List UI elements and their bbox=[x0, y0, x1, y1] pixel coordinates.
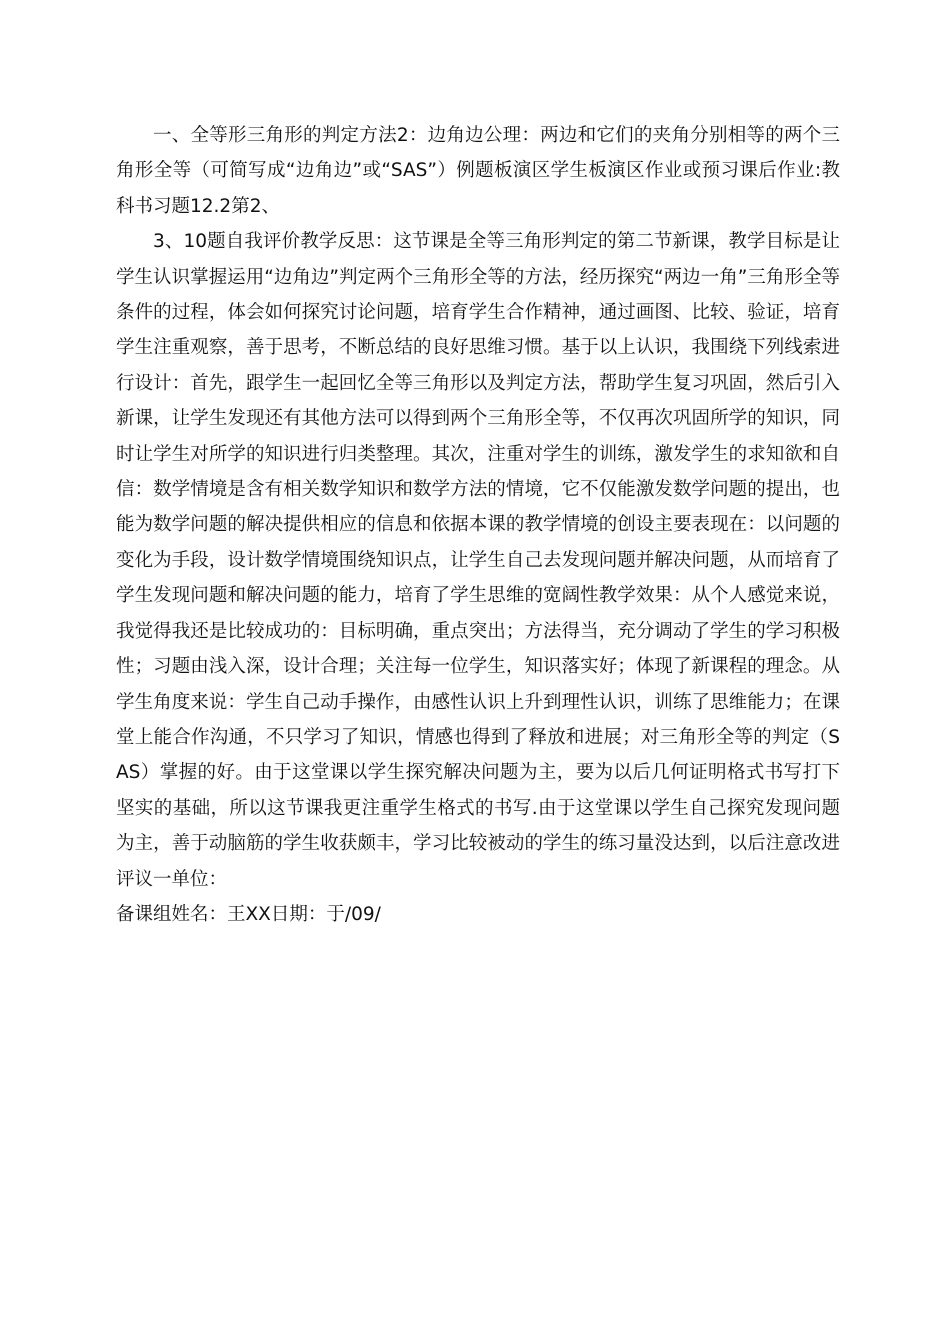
paragraph-judgement-method: 一、全等形三角形的判定方法2：边角边公理：两边和它们的夹角分别相等的两个三角形全等（可简写成“边角边”或“SAS”）例题板演区学生板演区作业或预习课后作业:教科书习题12.2第2、 bbox=[116, 125, 840, 217]
document-body bbox=[116, 118, 840, 932]
paragraph-teaching-reflection: 3、10题自我评价教学反思：这节课是全等三角形判定的第二节新课，教学目标是让学生认识掌握运用“边角边”判定两个三角形全等的方法，经历探究“两边一角”三角形全等条件的过程，体会如何探究讨论问题，培育学生合作精神，通过画图、比较、验证，培育学生注重观察，善于思考，不断总结的良好思维习惯。基于以上认识，我围绕下列线索进行设计：首先，跟学生一起回忆全等三角形以及判定方法，帮助学生复习巩固，然后引入新课，让学生发现还有其他方法可以得到两个三角形全等，不仅再次巩固所学的知识，同时让学生对所学的知识进行归类整理。其次，注重对学生的训练，激发学生的求知欲和自信：数学情境是含有相关数学知识和数学方法的情境，它不仅能激发数学问题的提出，也能为数学问题的解决提供相应的信息和依据本课的教学情境的创设主要表现在：以问题的变化为手段，设计数学情境围绕知识点，让学生自己去发现问题并解决问题，从而培育了学生发现问题和解决问题的能力，培育了学生思维的宽阔性教学效果：从个人感觉来说，我觉得我还是比较成功的：目标明确，重点突出；方法得当，充分调动了学生的学习积极性；习题由浅入深，设计合理；关注每一位学生，知识落实好；体现了新课程的理念。从学生角度来说：学生自己动手操作，由感性认识上升到理性认识，训练了思维能力；在课堂上能合作沟通，不只学习了知识，情感也得到了释放和进展；对三角形全等的判定（SAS）掌握的好。由于这堂课以学生探究解决问题为主，要为以后几何证明格式书写打下坚实的基础，所以这节课我更注重学生格式的书写.由于这堂课以学生自己探究发现问题为主，善于动脑筋的学生收获颇丰，学习比较被动的学生的练习量没达到，以后注意改进评议一单位： bbox=[116, 231, 840, 890]
author-date-line: 备课组姓名：王XX日期：于/09/ bbox=[116, 903, 381, 925]
